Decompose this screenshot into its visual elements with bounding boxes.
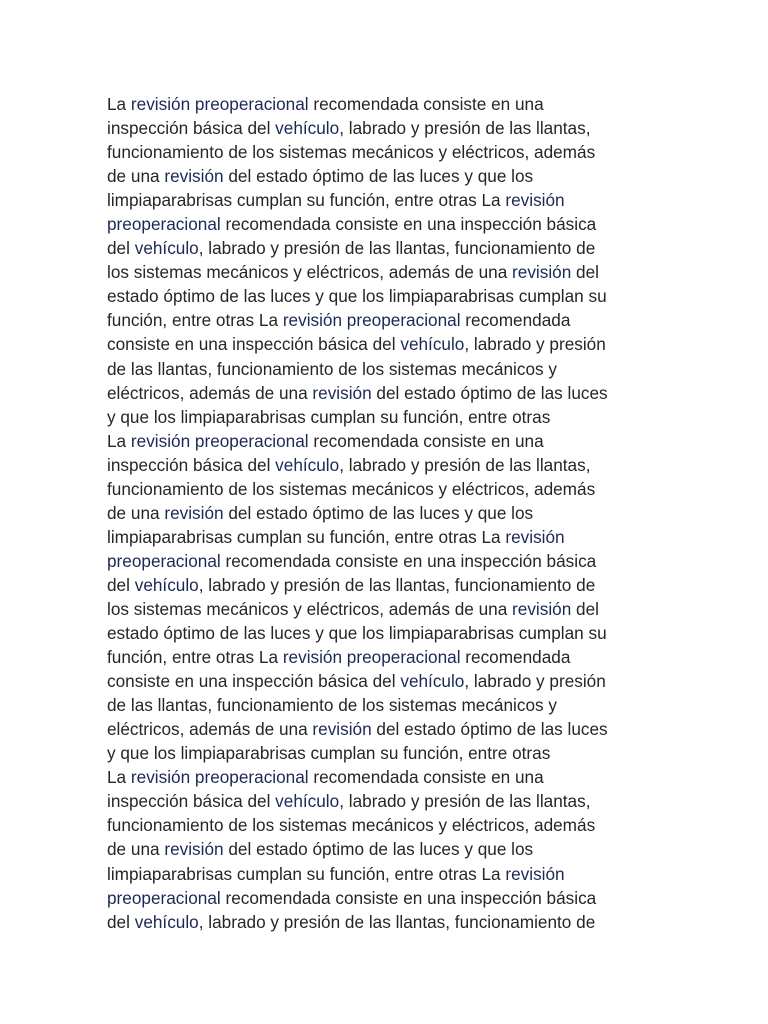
text-segment: La xyxy=(107,767,131,788)
text-segment: consiste en una inspección básica del xyxy=(107,334,401,355)
text-segment: funcionamiento de los sistemas mecánicos y eléctricos, además xyxy=(107,478,596,499)
text-segment: , labrado y presión de las llantas, funcionamiento de xyxy=(198,238,596,259)
text-line xyxy=(107,260,687,284)
text-line xyxy=(107,284,687,308)
text-segment: del estado óptimo de las luces y que los xyxy=(223,166,534,187)
text-segment: eléctricos, además de una xyxy=(107,719,313,740)
text-segment: del estado óptimo de las luces xyxy=(371,719,608,740)
text-segment: limpiaparabrisas cumplan su función, entre otras La xyxy=(107,190,506,211)
text-segment: del estado óptimo de las luces y que los xyxy=(223,839,534,860)
keyword-link-text: preoperacional xyxy=(107,550,221,571)
text-segment: de una xyxy=(107,502,165,523)
keyword-link-text: revisión preoperacional xyxy=(130,94,309,114)
text-segment: recomendada consiste en una inspección básica xyxy=(220,887,597,908)
text-segment: recomendada consiste en una xyxy=(308,94,544,114)
text-segment: de las llantas, funcionamiento de los sistemas mecánicos y xyxy=(107,695,557,716)
keyword-link-text: vehículo xyxy=(134,911,199,932)
text-line xyxy=(107,813,687,837)
keyword-link-text: revisión preoperacional xyxy=(282,647,461,668)
keyword-link-text: preoperacional xyxy=(107,887,221,908)
keyword-link-text: vehículo xyxy=(275,118,340,139)
text-segment: consiste en una inspección básica del xyxy=(107,671,401,692)
text-segment: recomendada xyxy=(460,310,571,331)
text-segment: y que los limpiaparabrisas cumplan su función, entre otras xyxy=(107,406,551,427)
text-line xyxy=(107,765,687,789)
text-segment: recomendada consiste en una inspección básica xyxy=(220,550,597,571)
keyword-link-text: revisión xyxy=(512,262,572,283)
text-segment: de una xyxy=(107,166,165,187)
keyword-link-text: revisión preoperacional xyxy=(282,310,461,331)
keyword-link-text: vehículo xyxy=(275,454,340,475)
text-segment: , labrado y presión xyxy=(464,671,606,692)
text-segment: limpiaparabrisas cumplan su función, entre otras La xyxy=(107,863,506,884)
text-line xyxy=(107,789,687,813)
text-line xyxy=(107,453,687,477)
text-line xyxy=(107,669,687,693)
keyword-link-text: revisión xyxy=(164,502,224,523)
text-segment: del xyxy=(571,598,599,619)
text-segment: recomendada xyxy=(460,647,571,668)
text-line xyxy=(107,549,687,573)
text-line xyxy=(107,477,687,501)
text-segment: limpiaparabrisas cumplan su función, entre otras La xyxy=(107,526,506,547)
keyword-link-text: revisión xyxy=(312,382,372,403)
text-segment: del estado óptimo de las luces y que los xyxy=(223,502,534,523)
text-segment: funcionamiento de los sistemas mecánicos y eléctricos, además xyxy=(107,142,596,163)
text-segment: inspección básica del xyxy=(107,454,276,475)
text-segment: inspección básica del xyxy=(107,118,276,139)
text-line xyxy=(107,92,687,116)
text-line xyxy=(107,693,687,717)
keyword-link-text: revisión xyxy=(505,190,565,211)
keyword-link-text: preoperacional xyxy=(107,214,221,235)
text-line xyxy=(107,910,687,934)
text-segment: , labrado y presión de las llantas, funcionamiento de xyxy=(198,574,596,595)
text-line xyxy=(107,862,687,886)
text-line xyxy=(107,405,687,429)
text-segment: y que los limpiaparabrisas cumplan su función, entre otras xyxy=(107,743,551,764)
text-segment: del xyxy=(107,911,135,932)
text-segment: recomendada consiste en una inspección básica xyxy=(220,214,597,235)
text-segment: , labrado y presión de las llantas, xyxy=(339,118,591,139)
text-segment: La xyxy=(107,430,131,451)
text-segment: estado óptimo de las luces y que los limpiaparabrisas cumplan su xyxy=(107,623,607,644)
text-segment: , labrado y presión xyxy=(464,334,606,355)
text-line xyxy=(107,429,687,453)
text-line xyxy=(107,525,687,549)
text-segment: , labrado y presión de las llantas, xyxy=(339,454,591,475)
text-line xyxy=(107,140,687,164)
text-segment: los sistemas mecánicos y eléctricos, además de una xyxy=(107,598,513,619)
keyword-link-text: vehículo xyxy=(134,574,199,595)
text-line xyxy=(107,501,687,525)
text-segment: recomendada consiste en una xyxy=(308,767,544,788)
text-line xyxy=(107,741,687,765)
text-line xyxy=(107,597,687,621)
text-line xyxy=(107,188,687,212)
text-segment: La xyxy=(107,94,131,114)
text-segment: funcionamiento de los sistemas mecánicos y eléctricos, además xyxy=(107,815,596,836)
text-segment: eléctricos, además de una xyxy=(107,382,313,403)
text-segment: , labrado y presión de las llantas, xyxy=(339,791,591,812)
keyword-link-text: revisión xyxy=(512,598,572,619)
text-line xyxy=(107,573,687,597)
keyword-link-text: revisión xyxy=(505,526,565,547)
keyword-link-text: revisión xyxy=(164,839,224,860)
text-segment: inspección básica del xyxy=(107,791,276,812)
text-line xyxy=(107,308,687,332)
text-line xyxy=(107,381,687,405)
text-segment: del xyxy=(107,574,135,595)
text-segment: del xyxy=(107,238,135,259)
text-line xyxy=(107,621,687,645)
text-segment: función, entre otras La xyxy=(107,647,283,668)
keyword-link-text: revisión preoperacional xyxy=(130,430,309,451)
keyword-link-text: vehículo xyxy=(400,334,465,355)
text-segment: , labrado y presión de las llantas, funcionamiento de xyxy=(198,911,596,932)
text-segment: estado óptimo de las luces y que los limpiaparabrisas cumplan su xyxy=(107,286,607,307)
text-segment: de las llantas, funcionamiento de los sistemas mecánicos y xyxy=(107,358,557,379)
keyword-link-text: revisión xyxy=(505,863,565,884)
text-segment: del xyxy=(571,262,599,283)
text-line xyxy=(107,212,687,236)
text-segment: función, entre otras La xyxy=(107,310,283,331)
keyword-link-text: revisión preoperacional xyxy=(130,767,309,788)
keyword-link-text: revisión xyxy=(312,719,372,740)
text-line xyxy=(107,645,687,669)
body-text xyxy=(107,92,687,934)
keyword-link-text: revisión xyxy=(164,166,224,187)
text-segment: recomendada consiste en una xyxy=(308,430,544,451)
text-segment: los sistemas mecánicos y eléctricos, además de una xyxy=(107,262,513,283)
text-line xyxy=(107,886,687,910)
keyword-link-text: vehículo xyxy=(134,238,199,259)
text-segment: del estado óptimo de las luces xyxy=(371,382,608,403)
text-line xyxy=(107,717,687,741)
text-line xyxy=(107,357,687,381)
text-line xyxy=(107,116,687,140)
text-line xyxy=(107,164,687,188)
text-line xyxy=(107,837,687,861)
text-line xyxy=(107,332,687,356)
keyword-link-text: vehículo xyxy=(275,791,340,812)
text-segment: de una xyxy=(107,839,165,860)
keyword-link-text: vehículo xyxy=(400,671,465,692)
text-line xyxy=(107,236,687,260)
